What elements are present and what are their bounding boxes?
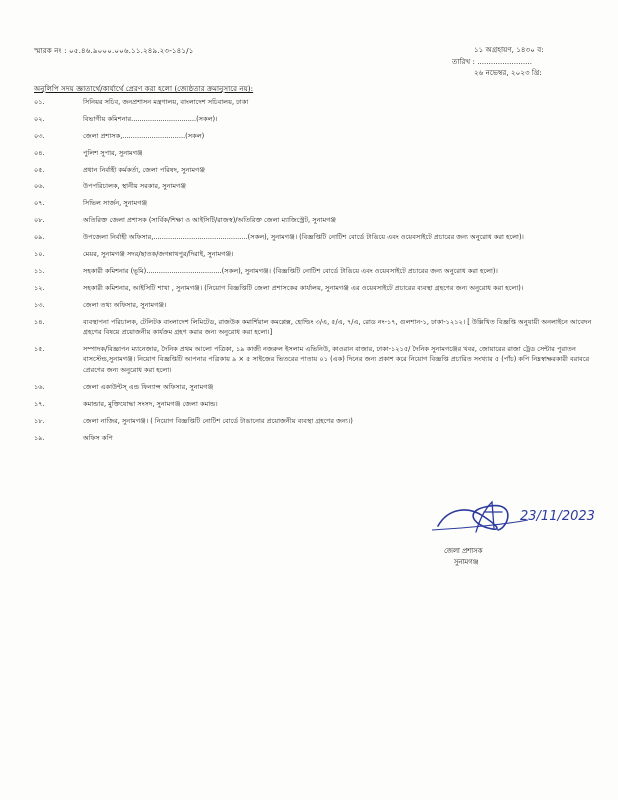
list-item-text: প্রধান নির্বাহী কর্মকর্তা, জেলা পরিষদ, সুনামগঞ্জ [83,165,205,174]
list-item [34,198,594,209]
list-item-number: ১৪. [34,317,45,326]
list-item-text: অতিরিক্ত জেলা প্রশাসক (সার্বিক/শিক্ষা ও আইসিটি/রাজস্ব)/অতিরিক্ত জেলা ম্যাজিস্ট্রেট, সুনামগঞ্জ [83,216,337,225]
list-item-number: ১৭. [34,399,45,408]
signatory-title: জেলা প্রশাসক [444,547,483,555]
list-item [34,181,594,192]
list-item [34,300,594,311]
list-item-number: ০৬. [34,182,45,191]
list-item-number: ১৯. [34,433,45,442]
list-item [34,433,594,444]
list-item-text: সম্পাদক/বিজ্ঞাপন ম্যানেজার, দৈনিক প্রথম আলো পত্রিকা, ১৯ কাজী নজরুল ইসলাম এভিনিউ, কাওরান বাজার, ঢাকা-১২১৫/ দৈনিক সুনামগঞ্জের খবর, জোয়ারের রাজা ট্রেড সেন্টার পুরাতন বাসস্টেন্ড,সুনামগঞ্জ। নিয়োগ বিজ্ঞপ্তিটি আপনার পত্রিকায় ৯ × ৫ সাইজের ভিতরের পাতায় ০১ (এক) দিনের জন্য প্রকাশ করে নিয়োগ বিজ্ঞপ্তি প্রচারিত সংখ্যার ৫ (পাঁচ) কপি নিম্নস্বাক্ষরকারী বরাবরে প্রেরণের জন্য অনুরোধ করা হলো। [83,344,590,374]
list-item-text: জেলা প্রশাসক,..............................(সকল) [83,131,205,140]
distribution-intro: অনুলিপি সদয় জ্ঞাতার্থে/কার্যার্থে প্রেরণ করা হলো (জ্যেষ্ঠতার ক্রমানুসারে নয়): [34,84,254,93]
list-item-text: মেয়র, সুনামগঞ্জ সদর/ছাতক/জগন্নাথপুর/দিরাই, সুনামগঞ্জ। [83,250,234,259]
list-item [34,148,594,159]
list-item-number: ০৪. [34,148,45,157]
list-item [34,344,594,376]
list-item-text: জেলা তথ্য অফিসার, সুনামগঞ্জ। [83,300,167,309]
signatory-block [444,546,482,568]
list-item-text: বিভাগীয় কমিশনার...............................(সকল)। [83,114,218,123]
list-item [34,131,594,142]
list-item [34,283,594,294]
distribution-list [34,97,594,449]
list-item-number: ০৩. [34,131,45,140]
list-item-number: ০১. [34,98,45,106]
list-item [34,416,594,427]
list-item-text: জেলা একাউন্টস্ এন্ড ফিন্যান্স অফিসার, সুনামগঞ্জ [83,382,214,391]
list-item [34,382,594,393]
signature-date: 23/11/2023 [520,509,595,524]
signatory-district: সুনামগঞ্জ [453,558,479,566]
list-item-number: ১৮. [34,416,45,425]
date-block [452,44,602,79]
list-item-text: সিভিল সার্জন, সুনামগঞ্জ [83,199,148,208]
date-label: তারিখ : ........................ [452,56,533,66]
list-item-number: ০৮. [34,216,45,225]
list-item [34,97,594,108]
list-item-text: সিনিয়র সচিব, জনপ্রশাসন মন্ত্রণালয়, বাংলাদেশ সচিবালয়, ঢাকা [83,98,249,106]
list-item-text: উপপরিচালক, স্থানীয় সরকার, সুনামগঞ্জ [83,182,187,191]
list-item-number: ১৬. [34,382,45,391]
date-bangla: ১১ অগ্রহায়ণ, ১৪৩০ ব: [474,45,544,54]
list-item-number: ১৩. [34,300,45,309]
list-item [34,317,594,338]
signature-image [428,498,598,538]
list-item [34,232,594,243]
list-item-text: জেলা নাজির, সুনামগঞ্জ। ( নিয়োগ বিজ্ঞপ্তিটি নোটিশ বোর্ডে টাঙানোর প্রয়োজনীয় ব্যবস্থা গ্রহণের জন্য।) [83,416,353,425]
list-item-number: ০২. [34,114,45,123]
list-item-number: ০৯. [34,233,45,242]
list-item-number: ১৫. [34,344,45,353]
list-item-number: ১০. [34,250,45,259]
list-item-text: পুলিশ সুপার, সুনামগঞ্জ [83,148,143,157]
list-item [34,249,594,260]
list-item-text: উপজেলা নির্বাহী অফিসার,.............................................(সকল), সুনামগঞ্জ। (বিজ্ঞপ্তিটি নোটিশ বোর্ডে টাঙিয়ে এবং ওয়েবসাইটে প্রচারের জন্য অনুরোধ করা হলো)। [83,233,524,242]
list-item-number: ০৫. [34,165,45,174]
list-item-number: ০৭. [34,199,45,208]
list-item [34,215,594,226]
list-item-number: ১১. [34,266,45,275]
list-item [34,266,594,277]
list-item-text: সহকারী কমিশনার, আইসিটি শাখা , সুনামগঞ্জ। (নিয়োগ বিজ্ঞপ্তিটি জেলা প্রশাসকের কার্যালয়, সুনামগঞ্জ এর ওয়েবসাইটে প্রচারের ব্যবস্থা গ্রহণের জন্য অনুরোধ করা হলো)। [83,283,524,292]
list-item [34,399,594,410]
list-item [34,114,594,125]
list-item-text: অফিস কপি [83,433,113,442]
list-item-text: সহকারী কমিশনার (ভূমি)....................................(সকল), সুনামগঞ্জ। (বিজ্ঞপ্তিটি নোটিশ বোর্ডে টাঙিয়ে এবং ওয়েবসাইটে প্রচারের জন্য অনুরোধ করা হলো)। [83,266,498,275]
list-item [34,165,594,176]
memo-number: স্মারক নং : ০৫.৪৬.৯০০০.০০৬.১১.২৪৯.২৩-১৪১/১ [34,46,194,55]
list-item-number: ১২. [34,283,45,292]
list-item-text: ব্যবস্থাপনা পরিচালক, টেলিটক বাংলাদেশ লিমিটেড, রাজউক কমার্শিয়াল কমপ্লেক্স, হোল্ডিং ৩/এ, ৫/এ, ৭/এ, রোড নং-১৭, গুলশান-১, ঢাকা-১২১২। [ উল্লিখিত বিজ্ঞপ্তি অনুযায়ী অনলাইনে আবেদন গ্রহণের বিষয়ে প্রয়োজনীয় কার্যক্রম গ্রহণ করার জন্য অনুরোধ করা হলো।] [83,317,592,337]
list-item-text: কমান্ডার, মুক্তিযোদ্ধা সংসদ, সুনামগঞ্জ জেলা কমান্ড। [83,399,218,408]
date-english: ২৬ নভেম্বর, ২০২৩ খ্রি: [474,68,542,77]
